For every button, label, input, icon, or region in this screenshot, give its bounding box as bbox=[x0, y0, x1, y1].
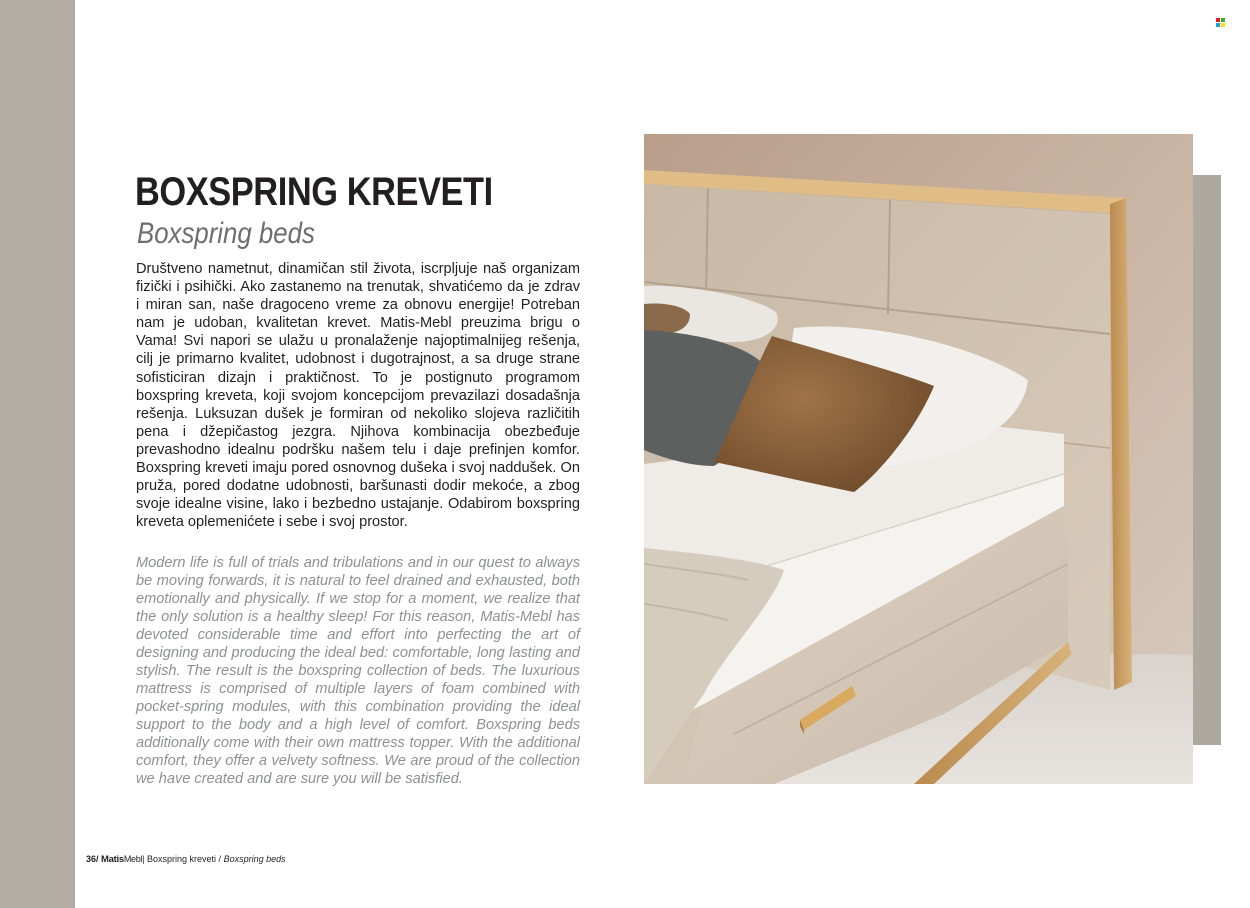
corner-color-mark-icon bbox=[1216, 18, 1225, 27]
brand-logo-mebl: Mebl bbox=[123, 854, 143, 864]
footer-section-english: Boxspring beds bbox=[223, 854, 286, 864]
page-title: BOXSPRING KREVETI bbox=[135, 170, 493, 214]
page-subtitle: Boxspring beds bbox=[137, 217, 315, 250]
left-decorative-band bbox=[0, 0, 75, 908]
photo-side-accent bbox=[1193, 175, 1221, 745]
boxspring-bed-photo bbox=[644, 134, 1193, 784]
body-text-english: Modern life is full of trials and tribulations and in our quest to always be moving forwards, it is natural to feel drained and exhausted, both emotionally and physically. If we stop for a moment, we realize that the only solution is a healthy sleep! For this reason, Matis-Mebl has devoted considerable time and effort into perfecting the art of designing and producing the ideal bed: comfortable, long lasting and stylish. The result is the boxspring collection of beds. The luxurious mattress is comprised of multiple layers of foam combined with pocket-spring modules, with this combination providing the ideal support to the body and a high level of comfort. Boxspring beds additionally come with their own mattress topper. With the additional comfort, they offer a velvety softness. We are proud of the collection we have created and are sure you will be satisfied. bbox=[136, 555, 580, 787]
brand-logo: Matis bbox=[101, 854, 124, 865]
footer-section-serbian: Boxspring kreveti bbox=[147, 854, 217, 864]
footer-slash: / bbox=[218, 854, 222, 864]
page-number: 36/ bbox=[86, 854, 99, 864]
body-text-serbian: Društveno nametnut, dinamičan stil života, iscrpljuje naš organizam fizički i psihički. Ako zastanemo na trenutak, shvatićemo da je zdrav i miran san, naše dragoceno vreme za obnovu energije! Potreban nam je udoban, kvalitetan krevet. Matis-Mebl preuzima brigu o Vama! Svi napori se ulažu u pronalaženje najoptimalnijeg rešenja, cilj je primarno kvalitet, udobnost i dugotrajnost, a sa druge strane sofisticiran dizajn i praktičnost. To je postignuto programom boxspring kreveta, koji svojom koncepcijom prevazilazi dosadašnja rešenja. Luksuzan dušek je formiran od nekoliko slojeva različitih pena i džepičastog jezgra. Njihova kombinacija obezbeđuje prevashodno idealnu podršku našem telu i daje prefinjen komfor. Boxspring kreveti imaju pored osnovnog dušeka i svoj naddušek. On pruža, pored dodatne udobnosti, baršunasti dodir mekoće, a zbog svoje idealne visine, lako i bezbedno ustajanje. Odabirom boxspring kreveta oplemenićete i sebe i svoj prostor. bbox=[136, 261, 580, 531]
page-footer bbox=[86, 854, 286, 865]
footer-separator: | bbox=[142, 854, 145, 864]
